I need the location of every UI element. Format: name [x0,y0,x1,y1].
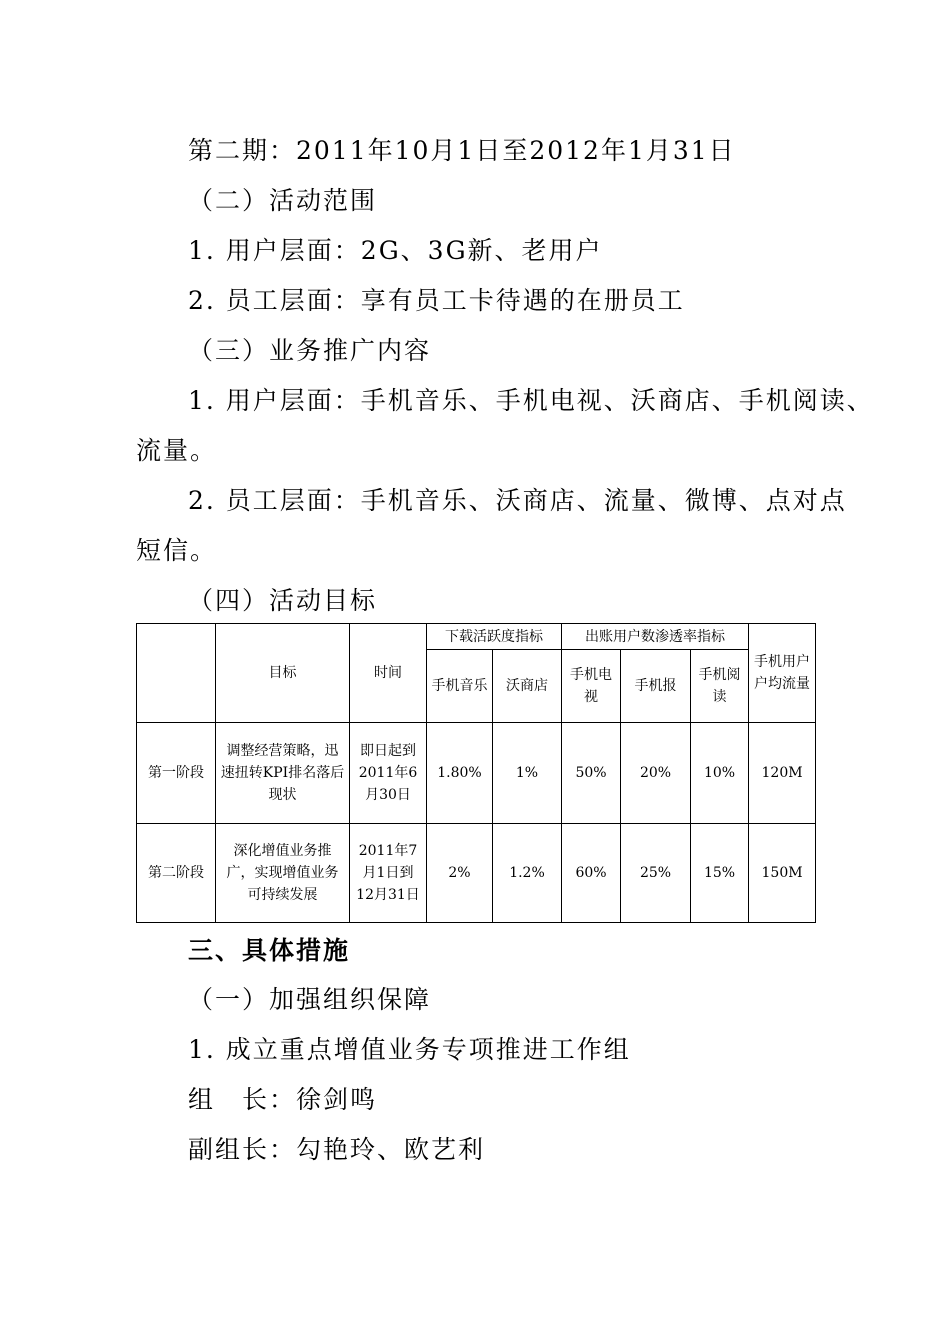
wostore-cell: 1.2% [493,824,562,923]
goal-cell: 调整经营策略，迅速扭转KPI排名落后现状 [216,723,350,824]
section-organization: （一）加强组织保障 [188,985,432,1014]
table-row [137,723,816,824]
reading-cell: 10% [691,723,749,824]
header-billing-penetration: 出账用户数渗透率指标 [562,624,749,650]
time-cell: 即日起到2011年6月30日 [350,723,427,824]
music-cell: 2% [427,824,493,923]
music-cell: 1.80% [427,723,493,824]
period-two: 第二期：2011年10月1日至2012年1月31日 [188,136,736,165]
deputy-group-leaders: 副组长：勾艳玲、欧艺利 [188,1135,486,1164]
reading-cell: 15% [691,824,749,923]
tv-cell: 50% [562,723,621,824]
paper-cell: 25% [621,824,691,923]
goal-cell: 深化增值业务推广，实现增值业务可持续发展 [216,824,350,923]
header-mobile-tv: 手机电视 [562,650,621,723]
flow-cell: 150M [749,824,816,923]
header-wo-store: 沃商店 [493,650,562,723]
flow-cell: 120M [749,723,816,824]
time-cell: 2011年7月1日到12月31日 [350,824,427,923]
scope-user-level: 1. 用户层面：2G、3G新、老用户 [188,236,603,265]
content-user-level-continued: 流量。 [136,436,218,465]
table-row [137,824,816,923]
stage-cell: 第一阶段 [137,723,216,824]
table-header-row-1 [137,624,816,650]
wostore-cell: 1% [493,723,562,824]
header-mobile-music: 手机音乐 [427,650,493,723]
header-goal: 目标 [216,624,350,723]
header-mobile-paper: 手机报 [621,650,691,723]
content-user-level: 1. 用户层面：手机音乐、手机电视、沃商店、手机阅读、 [188,386,874,415]
header-time: 时间 [350,624,427,723]
heading-concrete-measures: 三、具体措施 [188,936,351,965]
header-avg-flow: 手机用户户均流量 [749,624,816,723]
section-activity-scope: （二）活动范围 [188,186,378,215]
header-download-activity: 下载活跃度指标 [427,624,562,650]
content-staff-level-continued: 短信。 [136,536,218,565]
paper-cell: 20% [621,723,691,824]
working-group: 1. 成立重点增值业务专项推进工作组 [188,1035,631,1064]
header-mobile-reading: 手机阅读 [691,650,749,723]
section-activity-goals: （四）活动目标 [188,586,378,615]
scope-staff-level: 2. 员工层面：享有员工卡待遇的在册员工 [188,286,685,315]
stage-cell: 第二阶段 [137,824,216,923]
tv-cell: 60% [562,824,621,923]
activity-goals-table [136,623,816,923]
section-promotion-content: （三）业务推广内容 [188,336,432,365]
content-staff-level: 2. 员工层面：手机音乐、沃商店、流量、微博、点对点 [188,486,847,515]
header-stage [137,624,216,723]
group-leader: 组 长：徐剑鸣 [188,1085,378,1114]
